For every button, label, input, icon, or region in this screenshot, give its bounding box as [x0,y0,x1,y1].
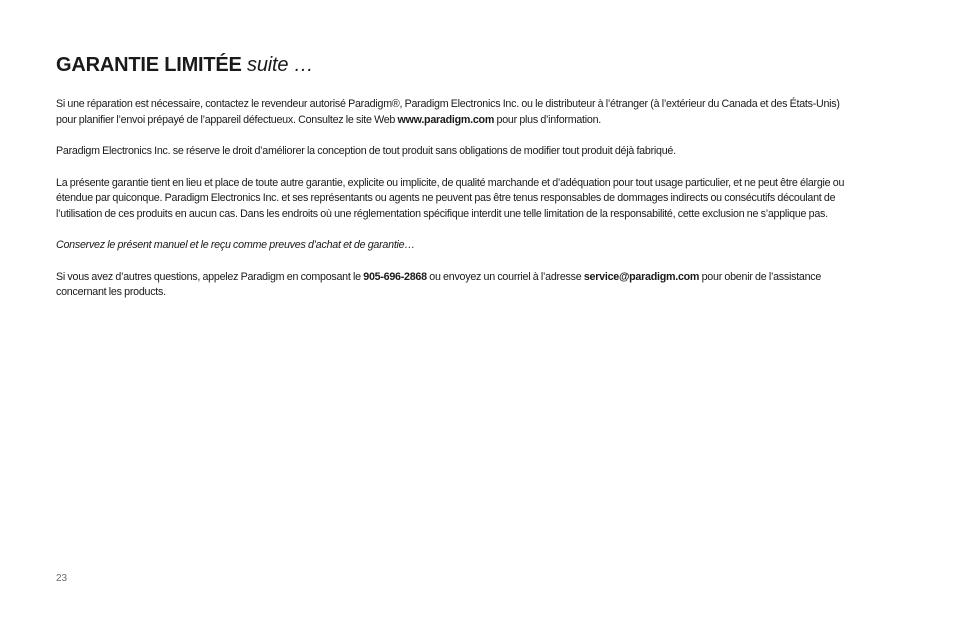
paragraph-repair [56,97,856,128]
paragraph-contact-text-2: ou envoyez un courriel à l’adresse [426,270,584,283]
paragraph-repair-text-2: pour plus d’information. [494,113,602,126]
warranty-page [56,52,856,317]
paragraph-repair-text-1: Si une réparation est nécessaire, contactez le revendeur autorisé Paradigm®, Paradigm Electronics Inc. ou le distributeur à l’étranger (à l’extérieur du Canada et des États-Unis) pour planifier l’envoi prépayé de l’appareil défectueux. Consultez le site Web [56,98,840,126]
title-main: GARANTIE LIMITÉE [56,54,242,76]
website-link[interactable]: www.paradigm.com [397,113,495,126]
email-link[interactable]: service@paradigm.com [583,270,700,283]
page-title [56,52,856,78]
paragraph-contact [56,270,856,301]
paragraph-rights: Paradigm Electronics Inc. se réserve le droit d’améliorer la conception de tout produit sans obligations de modifier tout produit déjà fabriqué. [56,145,676,157]
phone-number: 905-696-2868 [363,270,427,283]
paragraph-exclusion: La présente garantie tient en lieu et place de toute autre garantie, explicite ou implicite, de qualité marchande et d’adéquation pour tout usage particulier, et ne peut être élargie ou étendue par quiconque. Paradigm Electronics Inc. et ses représentants ou agents ne peuvent pas être tenus responsables de dommages indirects ou consécutifs découlant de l’utilisation de ces produits en aucun cas. Dans les endroits où une réglementation spécifique interdit une telle limitation de la responsabilité, cette exclusion ne s’applique pas. [56,176,845,220]
title-suite: suite … [247,54,314,76]
page-number: 23 [56,573,68,584]
paragraph-contact-text-3: pour obenir de l’assistance concernant les products. [56,270,822,298]
paragraph-keep-manual: Conservez le présent manuel et le reçu comme preuves d’achat et de garantie… [56,239,415,251]
paragraph-contact-text-1: Si vous avez d’autres questions, appelez Paradigm en composant le [56,270,364,283]
